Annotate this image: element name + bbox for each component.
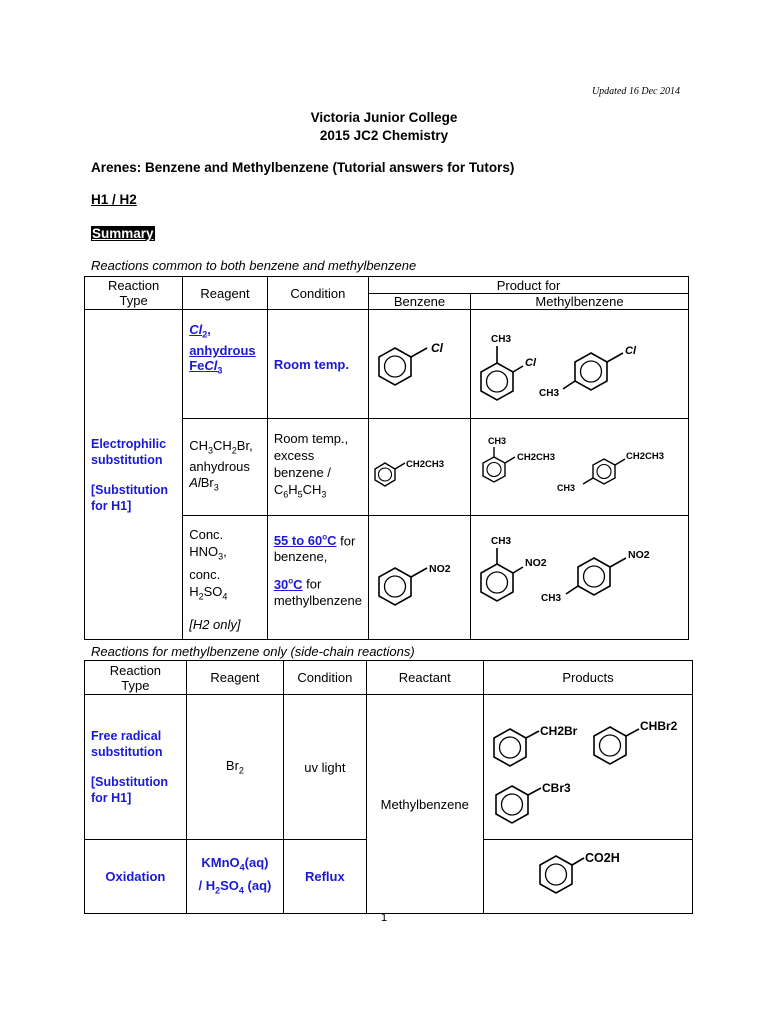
th-reagent: Reagent bbox=[183, 277, 268, 310]
summary-heading: Summary bbox=[92, 226, 154, 241]
r3-conc: Conc. bbox=[189, 527, 224, 542]
level-label: H1 / H2 bbox=[91, 192, 137, 207]
condition-uv-light: uv light bbox=[284, 695, 366, 840]
temp-benzene: 55 to 60$^o$C bbox=[273, 533, 337, 549]
reaction-type-note: [Substitution for H1] bbox=[91, 482, 169, 513]
p-no2-ch3: CH3 bbox=[540, 593, 561, 604]
topic-title: Arenes: Benzene and Methylbenzene (Tutorial answers for Tutors) bbox=[91, 160, 515, 175]
course-title: 2015 JC2 Chemistry bbox=[319, 128, 449, 143]
free-radical-note: [Substitution for H1] bbox=[91, 775, 169, 805]
product-chloromethylbenzenes bbox=[470, 310, 688, 419]
reaction-type-name: Electrophilic substitution bbox=[91, 436, 167, 467]
chbr2-label: CHBr2 bbox=[639, 719, 678, 733]
free-radical-name: Free radical substitution bbox=[91, 729, 163, 759]
th2-condition: Condition bbox=[284, 661, 366, 695]
o-et-ch3: CH3 bbox=[487, 436, 506, 446]
college-name: Victoria Junior College bbox=[310, 110, 458, 125]
table1-caption: Reactions common to both benzene and methylbenzene bbox=[91, 258, 417, 273]
benzene-cl-label: Cl bbox=[430, 341, 443, 355]
cond2-line2: excess bbox=[273, 448, 315, 464]
co2h-label: CO2H bbox=[584, 851, 620, 865]
temp-methylbenzene: 30$^o$C bbox=[273, 576, 303, 592]
benzene-no2-label: NO2 bbox=[428, 563, 451, 575]
side-chain-reactions-table bbox=[84, 660, 693, 914]
o-no2-ch3: CH3 bbox=[490, 536, 511, 547]
th2-reagent: Reagent bbox=[186, 661, 283, 695]
p-no2-no2: NO2 bbox=[627, 549, 650, 561]
product-nitromethylbenzenes bbox=[470, 516, 688, 640]
product-benzoic-acid bbox=[483, 840, 692, 914]
chlorotoluene-structures bbox=[471, 310, 688, 415]
condition-reflux: Reflux bbox=[284, 840, 366, 914]
reaction-type-oxidation: Oxidation bbox=[85, 840, 187, 914]
reagent-kmno4: KMnO$_4$(aq) / $H_2SO_4$ (aq) bbox=[186, 840, 283, 914]
product-nitrobenzene bbox=[368, 516, 470, 640]
p-cl-ch3: CH3 bbox=[538, 388, 559, 399]
reagent-bromoethane: $CH_3CH_2Br$, anhydrous AlBr$_3$ bbox=[183, 419, 268, 516]
product-chlorobenzene bbox=[368, 310, 470, 419]
products-brominated bbox=[483, 695, 692, 840]
reaction-type-free-radical bbox=[85, 695, 187, 840]
p-cl-cl: Cl bbox=[624, 345, 636, 357]
nitrobenzene-structure bbox=[369, 516, 470, 636]
table2-caption: Reactions for methylbenzene only (side-chain reactions) bbox=[91, 644, 415, 659]
product-ethylbenzene bbox=[368, 419, 470, 516]
benzene-ethyl-label: CH2CH3 bbox=[405, 459, 444, 470]
reagent-nitrating-mixture: Conc. $HNO_3$, conc. $H_2SO_4$ [H2 only] bbox=[183, 516, 268, 640]
th2-reactant: Reactant bbox=[366, 661, 483, 695]
chlorobenzene-structure bbox=[369, 310, 470, 415]
reagent-bromine: $Br_2$ bbox=[186, 695, 283, 840]
cond2-line3: benzene / bbox=[273, 465, 331, 481]
ch2br-label: CH2Br bbox=[539, 724, 578, 738]
th-product-for: Product for bbox=[368, 277, 688, 294]
o-no2-no2: NO2 bbox=[524, 557, 547, 569]
th2-reaction-type: Reaction Type bbox=[85, 661, 187, 695]
product-ethylmethylbenzenes bbox=[470, 419, 688, 516]
r1-cl-sub: 2 bbox=[202, 329, 208, 340]
common-reactions-table bbox=[84, 276, 689, 640]
reagent-chlorine: $Cl_2$, anhydrous FeCl$_3$ bbox=[183, 310, 268, 419]
condition-excess: Room temp., excess benzene / $C_6H_5CH_3$ bbox=[267, 419, 368, 516]
r1-anhydrous: anhydrous bbox=[189, 342, 256, 358]
h2-only-note: [H2 only] bbox=[189, 617, 241, 633]
o-cl-ch3: CH3 bbox=[490, 334, 511, 345]
condition-room-temp: Room temp. bbox=[267, 310, 368, 419]
ethyltoluene-structures bbox=[471, 419, 688, 512]
th-condition: Condition bbox=[267, 277, 368, 310]
cbr3-label: CBr3 bbox=[541, 781, 571, 795]
th-benzene: Benzene bbox=[368, 294, 470, 310]
p-et-ethyl: CH2CH3 bbox=[625, 451, 664, 462]
cond2-line1: Room temp., bbox=[273, 431, 349, 447]
temp-benzene-tail: for benzene, bbox=[273, 533, 356, 565]
r3-conc2: conc. bbox=[189, 566, 221, 582]
th-methylbenzene: Methylbenzene bbox=[470, 294, 688, 310]
condition-nitration bbox=[267, 516, 368, 640]
bromomethylbenzene-structures bbox=[484, 695, 692, 836]
temp-methylbenzene-tail: for methylbenzene bbox=[273, 576, 362, 608]
benzoic-acid-structure bbox=[484, 840, 692, 910]
reactant-methylbenzene: Methylbenzene bbox=[366, 695, 483, 914]
th-reaction-type: Reaction Type bbox=[85, 277, 183, 310]
o-et-ethyl: CH2CH3 bbox=[516, 452, 555, 463]
updated-date: Updated 16 Dec 2014 bbox=[591, 86, 680, 97]
reaction-type-electrophilic bbox=[85, 310, 183, 640]
page-number: 1 bbox=[380, 912, 388, 924]
o-cl-cl: Cl bbox=[524, 357, 536, 369]
nitrotoluene-structures bbox=[471, 516, 688, 636]
r2-anhydrous: anhydrous bbox=[189, 459, 250, 474]
th2-products: Products bbox=[483, 661, 692, 695]
ethylbenzene-structure bbox=[369, 419, 470, 512]
p-et-ch3: CH3 bbox=[556, 483, 575, 493]
